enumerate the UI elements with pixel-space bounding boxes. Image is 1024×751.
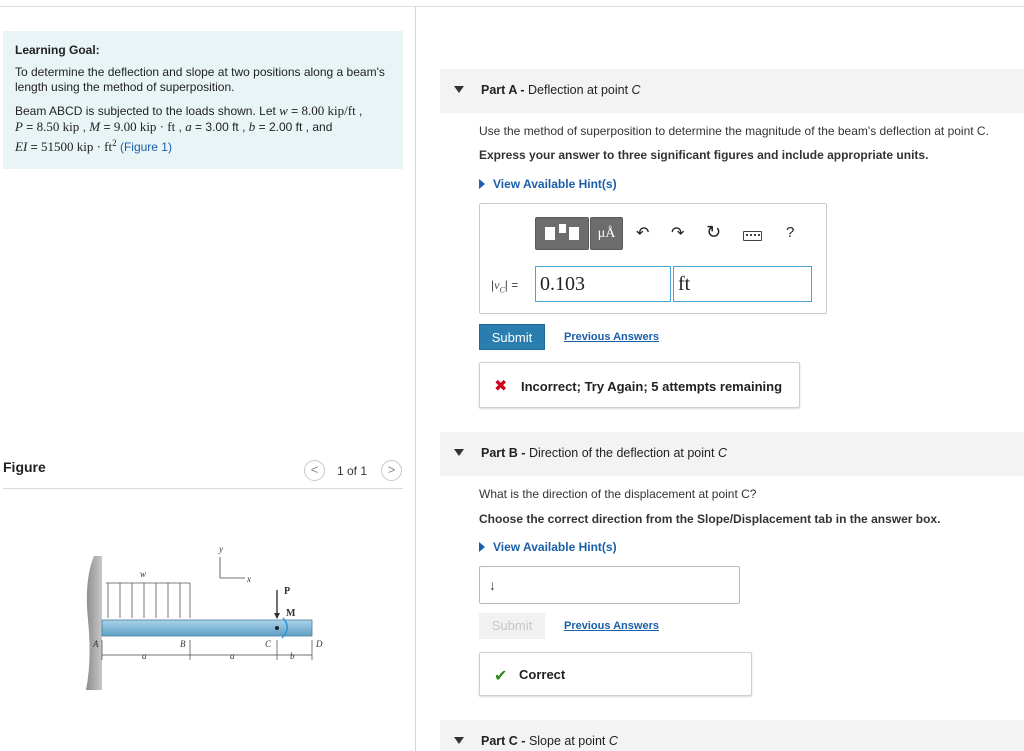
incorrect-icon: ✖: [494, 378, 508, 395]
part-a-previous-answers-link[interactable]: Previous Answers: [564, 331, 659, 343]
beam-figure: [80, 540, 330, 710]
caret-right-icon: [479, 179, 485, 189]
value-input[interactable]: 0.103: [535, 266, 671, 302]
dimension-lines: [102, 640, 312, 660]
undo-icon[interactable]: ↶: [636, 225, 650, 242]
keyboard-icon[interactable]: [743, 231, 762, 241]
down-arrow-icon: ↓: [489, 577, 496, 593]
reset-icon[interactable]: ↻: [706, 222, 722, 242]
part-a-header[interactable]: [440, 69, 1024, 113]
answer-label-post: | =: [504, 278, 519, 292]
label-C: C: [265, 639, 272, 649]
help-icon[interactable]: ?: [786, 224, 795, 241]
part-c-title: [481, 734, 618, 748]
part-b-hint-label: View Available Hint(s): [493, 540, 617, 554]
label-y: y: [219, 544, 223, 554]
part-a-label: Part A: [481, 83, 517, 97]
part-c-title-var: C: [608, 734, 618, 748]
M-value: 9.00 kip · ft: [113, 119, 176, 134]
figure-1-link[interactable]: (Figure 1): [119, 140, 172, 154]
label-w: w: [140, 569, 147, 579]
part-c-sep: -: [517, 734, 529, 748]
part-a-sep: -: [516, 83, 528, 97]
a-symbol: a: [185, 119, 192, 134]
templates-button[interactable]: [535, 217, 589, 250]
figure-divider: [3, 488, 403, 489]
collapse-triangle-icon[interactable]: [454, 449, 464, 456]
learning-goal-givens: Beam ABCD is subjected to the loads shown. Let w = 8.00 kip/ft , P = 8.50 kip , M = 9.00 kip · ft , a = 3.00 ft , b = 2.00 ft , and EI = 51500 kip · $ft^2$ (Figure 1): [15, 103, 363, 154]
EI-symbol: EI: [15, 139, 28, 154]
EI-value: 51500 kip · ft: [40, 139, 113, 154]
label-a1: a: [142, 651, 147, 661]
part-a-instruction: Express your answer to three significant figures and include appropriate units.: [479, 148, 929, 162]
caret-right-icon: [479, 542, 485, 552]
EI-exponent: 2: [112, 138, 117, 148]
top-divider: [0, 6, 1024, 7]
answer-label: [491, 278, 518, 294]
part-b-submit-button: Submit: [479, 613, 545, 639]
P-symbol: P: [15, 119, 23, 134]
part-b-hint-link[interactable]: [479, 540, 617, 554]
b-symbol: b: [248, 119, 256, 134]
answer-label-sub: C: [499, 285, 505, 295]
part-a-hint-label: View Available Hint(s): [493, 177, 617, 191]
part-c-label: Part C: [481, 734, 518, 748]
learning-goal-panel: [3, 31, 403, 169]
part-b-feedback-text: Correct: [519, 667, 566, 682]
learning-goal-title: Learning Goal:: [15, 43, 100, 57]
figure-prev-button[interactable]: [304, 460, 325, 481]
beam-description: Beam ABCD is subjected to the loads shown.: [15, 104, 256, 118]
part-a-submit-button[interactable]: Submit: [479, 324, 545, 350]
point-C-dot: [275, 626, 279, 630]
let-word: Let: [259, 104, 276, 118]
P-value: 8.50 kip: [36, 119, 80, 134]
label-P: P: [284, 586, 291, 597]
part-a-title-var: C: [631, 83, 641, 97]
part-b-label: Part B: [481, 446, 518, 460]
and-word: and: [312, 120, 333, 134]
label-x: x: [247, 574, 251, 584]
unit-input[interactable]: ft: [673, 266, 812, 302]
figure-title: Figure: [3, 459, 46, 475]
part-b-sep: -: [517, 446, 529, 460]
answer-label-var: v: [494, 278, 500, 292]
a-value: 3.00 ft: [205, 120, 239, 134]
part-a-title-text: Deflection at point: [528, 83, 632, 97]
w-symbol: w: [279, 103, 288, 118]
label-A: A: [93, 639, 99, 649]
check-icon: ✔: [494, 668, 508, 685]
w-value: 8.00 kip/ft: [301, 103, 356, 118]
part-b-title: [481, 446, 727, 460]
learning-goal-intro: To determine the deflection and slope at two positions along a beam's length using the method of superposition.: [15, 65, 385, 94]
label-M: M: [286, 608, 296, 619]
part-b-header[interactable]: [440, 432, 1024, 476]
part-b-feedback: [479, 652, 752, 696]
redo-icon[interactable]: ↷: [671, 225, 685, 242]
chevron-left-icon: <: [310, 462, 319, 477]
part-c-title-text: Slope at point: [528, 734, 609, 748]
part-b-instruction: Choose the correct direction from the Slope/Displacement tab in the answer box.: [479, 512, 941, 526]
part-a-feedback: [479, 362, 800, 408]
label-B: B: [180, 639, 186, 649]
chevron-right-icon: >: [387, 462, 396, 477]
figure-pager: [304, 460, 404, 482]
direction-answer-box[interactable]: [479, 566, 740, 604]
figure-counter: 1 of 1: [337, 464, 368, 478]
collapse-triangle-icon[interactable]: [454, 737, 464, 744]
answer-label-pre: |: [491, 278, 495, 292]
part-a-title: [481, 83, 641, 97]
part-a-hint-link[interactable]: [479, 177, 617, 191]
distributed-load-arrows: [106, 583, 190, 618]
part-a-answer-box: [479, 203, 827, 314]
part-a-feedback-text: Incorrect; Try Again; 5 attempts remaining: [521, 379, 783, 394]
label-D: D: [316, 639, 323, 649]
point-load-arrowhead: [274, 613, 280, 619]
beam: [102, 620, 312, 636]
b-value: 2.00 ft: [268, 120, 303, 134]
part-a-question: Use the method of superposition to determine the magnitude of the beam's deflection at point C.: [479, 124, 989, 138]
label-a2: a: [230, 651, 235, 661]
part-b-question: What is the direction of the displacement at point C?: [479, 487, 757, 501]
column-divider: [415, 6, 416, 751]
figure-next-button[interactable]: [381, 460, 402, 481]
part-b-title-text: Direction of the deflection at point: [528, 446, 718, 460]
part-c-header[interactable]: [440, 720, 1024, 751]
label-b: b: [290, 651, 295, 661]
units-button[interactable]: μÅ: [590, 217, 623, 250]
M-symbol: M: [89, 119, 101, 134]
collapse-triangle-icon[interactable]: [454, 86, 464, 93]
part-b-title-var: C: [717, 446, 727, 460]
wall-support: [86, 556, 102, 690]
part-b-previous-answers-link[interactable]: Previous Answers: [564, 620, 659, 632]
